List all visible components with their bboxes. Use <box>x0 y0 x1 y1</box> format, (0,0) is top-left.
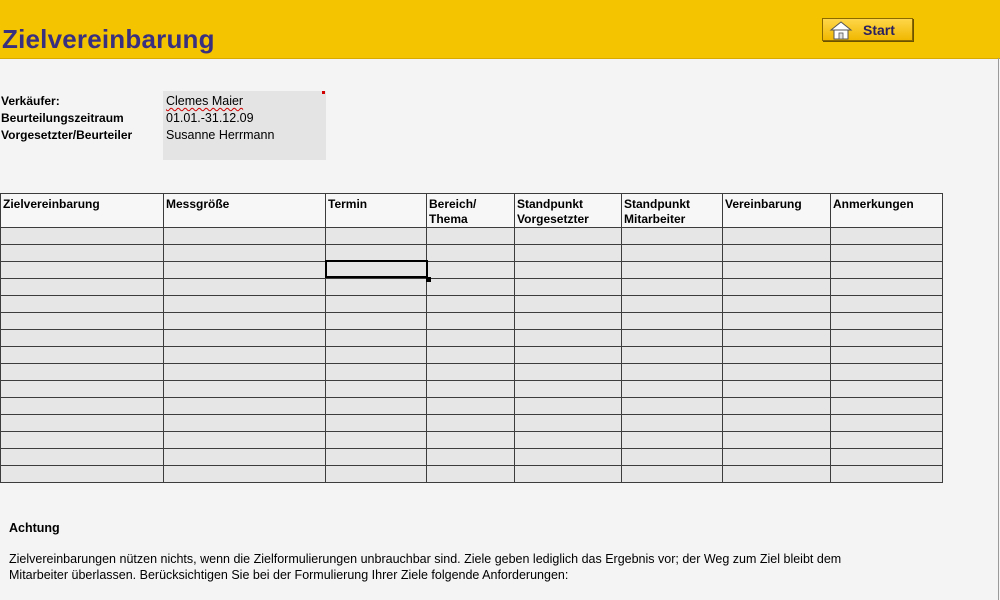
table-cell[interactable] <box>831 279 943 296</box>
table-cell[interactable] <box>164 449 326 466</box>
column-header[interactable]: Bereich/ Thema <box>427 194 515 228</box>
table-cell[interactable] <box>723 296 831 313</box>
table-cell[interactable] <box>515 296 622 313</box>
table-row <box>1 449 943 466</box>
table-cell[interactable] <box>427 415 515 432</box>
table-cell[interactable] <box>622 245 723 262</box>
table-cell[interactable] <box>831 330 943 347</box>
table-row <box>1 296 943 313</box>
info-labels <box>1 93 132 144</box>
table-cell[interactable] <box>622 364 723 381</box>
table-cell[interactable] <box>515 279 622 296</box>
table-cell[interactable] <box>326 381 427 398</box>
table-cell[interactable] <box>326 330 427 347</box>
table-cell[interactable] <box>164 296 326 313</box>
table-cell[interactable] <box>1 228 164 245</box>
table-cell[interactable] <box>622 381 723 398</box>
fill-handle[interactable] <box>426 277 431 282</box>
table-cell[interactable] <box>723 432 831 449</box>
table-cell[interactable] <box>1 313 164 330</box>
table-cell[interactable] <box>326 398 427 415</box>
page-title: Zielvereinbarung <box>2 24 215 54</box>
table-cell[interactable] <box>326 228 427 245</box>
table-cell[interactable] <box>326 279 427 296</box>
table-cell[interactable] <box>1 415 164 432</box>
table-cell[interactable] <box>1 381 164 398</box>
table-cell[interactable] <box>622 398 723 415</box>
table-cell[interactable] <box>831 347 943 364</box>
table-cell[interactable] <box>164 432 326 449</box>
table-cell[interactable] <box>326 347 427 364</box>
table-cell[interactable] <box>515 398 622 415</box>
table-cell[interactable] <box>831 313 943 330</box>
table-cell[interactable] <box>515 449 622 466</box>
label-seller: Verkäufer: <box>1 94 60 108</box>
value-period[interactable]: 01.01.-31.12.09 <box>166 111 254 125</box>
table-cell[interactable] <box>427 313 515 330</box>
table-cell[interactable] <box>164 228 326 245</box>
table-cell[interactable] <box>831 432 943 449</box>
table-header-row <box>1 194 943 228</box>
table-cell[interactable] <box>723 330 831 347</box>
table-cell[interactable] <box>164 279 326 296</box>
table-cell[interactable] <box>515 228 622 245</box>
table-cell[interactable] <box>515 347 622 364</box>
table-cell[interactable] <box>723 262 831 279</box>
note-line: Zielvereinbarungen nützen nichts, wenn die Zielformulierungen unbrauchbar sind. Ziele geben lediglich das Ergebnis vor; der Weg zum Ziel bleibt dem <box>9 552 842 566</box>
table-cell[interactable] <box>622 228 723 245</box>
table-row <box>1 432 943 449</box>
table-cell[interactable] <box>326 313 427 330</box>
table-row <box>1 279 943 296</box>
table-cell[interactable] <box>427 466 515 483</box>
table-cell[interactable] <box>427 279 515 296</box>
table-cell[interactable] <box>1 398 164 415</box>
label-period: Beurteilungszeitraum <box>1 111 124 125</box>
selected-cell[interactable] <box>325 260 428 278</box>
table-cell[interactable] <box>831 245 943 262</box>
table-cell[interactable] <box>1 364 164 381</box>
table-cell[interactable] <box>831 296 943 313</box>
header-band <box>0 0 1000 59</box>
table-row <box>1 466 943 483</box>
table-cell[interactable] <box>326 449 427 466</box>
table-cell[interactable] <box>723 279 831 296</box>
table-cell[interactable] <box>723 347 831 364</box>
note-title: Achtung <box>9 521 60 535</box>
table-cell[interactable] <box>723 245 831 262</box>
table-cell[interactable] <box>622 262 723 279</box>
table-cell[interactable] <box>831 415 943 432</box>
table-cell[interactable] <box>164 330 326 347</box>
label-supervisor: Vorgesetzter/Beurteiler <box>1 128 133 142</box>
table-cell[interactable] <box>1 347 164 364</box>
table-cell[interactable] <box>427 228 515 245</box>
table-cell[interactable] <box>164 466 326 483</box>
table-cell[interactable] <box>515 432 622 449</box>
house-icon <box>829 20 853 40</box>
table-cell[interactable] <box>427 347 515 364</box>
table-cell[interactable] <box>831 228 943 245</box>
table-cell[interactable] <box>622 415 723 432</box>
table-row <box>1 228 943 245</box>
value-supervisor[interactable]: Susanne Herrmann <box>166 128 275 142</box>
table-cell[interactable] <box>326 432 427 449</box>
table-cell[interactable] <box>1 296 164 313</box>
table-cell[interactable] <box>1 262 164 279</box>
table-cell[interactable] <box>164 347 326 364</box>
table-cell[interactable] <box>164 415 326 432</box>
table-cell[interactable] <box>164 262 326 279</box>
table-cell[interactable] <box>326 415 427 432</box>
table-cell[interactable] <box>515 245 622 262</box>
note-text <box>9 551 909 583</box>
table-cell[interactable] <box>831 466 943 483</box>
table-cell[interactable] <box>723 313 831 330</box>
table-cell[interactable] <box>326 466 427 483</box>
sheet-edge <box>998 58 999 600</box>
table-cell[interactable] <box>427 330 515 347</box>
table-cell[interactable] <box>515 415 622 432</box>
table-row <box>1 398 943 415</box>
table-cell[interactable] <box>164 398 326 415</box>
column-header[interactable]: Messgröße <box>164 194 326 228</box>
table-cell[interactable] <box>622 432 723 449</box>
start-button-label: Start <box>863 22 895 38</box>
table-row <box>1 364 943 381</box>
table-cell[interactable] <box>723 398 831 415</box>
table-cell[interactable] <box>326 245 427 262</box>
table-cell[interactable] <box>1 432 164 449</box>
table-row <box>1 245 943 262</box>
table-cell[interactable] <box>723 364 831 381</box>
column-header[interactable]: Anmerkungen <box>831 194 943 228</box>
table-cell[interactable] <box>427 432 515 449</box>
column-header[interactable]: Vereinbarung <box>723 194 831 228</box>
table-cell[interactable] <box>515 466 622 483</box>
table-cell[interactable] <box>622 330 723 347</box>
table-cell[interactable] <box>164 313 326 330</box>
column-header[interactable]: Standpunkt Mitarbeiter <box>622 194 723 228</box>
table-row <box>1 347 943 364</box>
table-cell[interactable] <box>427 296 515 313</box>
table-row <box>1 262 943 279</box>
info-values-box[interactable] <box>163 91 326 160</box>
table-cell[interactable] <box>1 449 164 466</box>
table-cell[interactable] <box>515 313 622 330</box>
table-cell[interactable] <box>515 381 622 398</box>
table-cell[interactable] <box>622 313 723 330</box>
table-cell[interactable] <box>622 347 723 364</box>
table-cell[interactable] <box>427 381 515 398</box>
table-cell[interactable] <box>622 466 723 483</box>
table-cell[interactable] <box>1 279 164 296</box>
column-header[interactable]: Termin <box>326 194 427 228</box>
table-cell[interactable] <box>326 296 427 313</box>
table-row <box>1 330 943 347</box>
table-cell[interactable] <box>723 466 831 483</box>
table-cell[interactable] <box>831 364 943 381</box>
table-cell[interactable] <box>723 449 831 466</box>
table-cell[interactable] <box>831 398 943 415</box>
table-row <box>1 313 943 330</box>
table-cell[interactable] <box>622 449 723 466</box>
table-body <box>1 228 943 483</box>
table-cell[interactable] <box>831 381 943 398</box>
goal-table <box>0 193 943 483</box>
table-cell[interactable] <box>427 398 515 415</box>
table-cell[interactable] <box>622 279 723 296</box>
column-header[interactable]: Standpunkt Vorgesetzter <box>515 194 622 228</box>
column-header[interactable]: Zielvereinbarung <box>1 194 164 228</box>
table-cell[interactable] <box>164 245 326 262</box>
table-cell[interactable] <box>164 381 326 398</box>
table-cell[interactable] <box>831 449 943 466</box>
table-cell[interactable] <box>723 381 831 398</box>
table-cell[interactable] <box>515 330 622 347</box>
table-cell[interactable] <box>427 262 515 279</box>
table-cell[interactable] <box>326 364 427 381</box>
start-button[interactable] <box>822 18 913 41</box>
table-cell[interactable] <box>164 364 326 381</box>
table-cell[interactable] <box>831 262 943 279</box>
table-cell[interactable] <box>723 228 831 245</box>
table-cell[interactable] <box>723 415 831 432</box>
value-seller[interactable]: Clemes Maier <box>166 94 244 108</box>
table-cell[interactable] <box>427 449 515 466</box>
table-cell[interactable] <box>1 466 164 483</box>
comment-indicator[interactable] <box>322 91 325 94</box>
table-cell[interactable] <box>515 262 622 279</box>
table-cell[interactable] <box>622 296 723 313</box>
table-cell[interactable] <box>515 364 622 381</box>
table-cell[interactable] <box>1 245 164 262</box>
note-line: Mitarbeiter überlassen. Berücksichtigen Sie bei der Formulierung Ihrer Ziele folgende Anforderungen: <box>9 568 569 582</box>
table-cell[interactable] <box>427 364 515 381</box>
table-row <box>1 381 943 398</box>
table-cell[interactable] <box>427 245 515 262</box>
table-cell[interactable] <box>1 330 164 347</box>
table-row <box>1 415 943 432</box>
